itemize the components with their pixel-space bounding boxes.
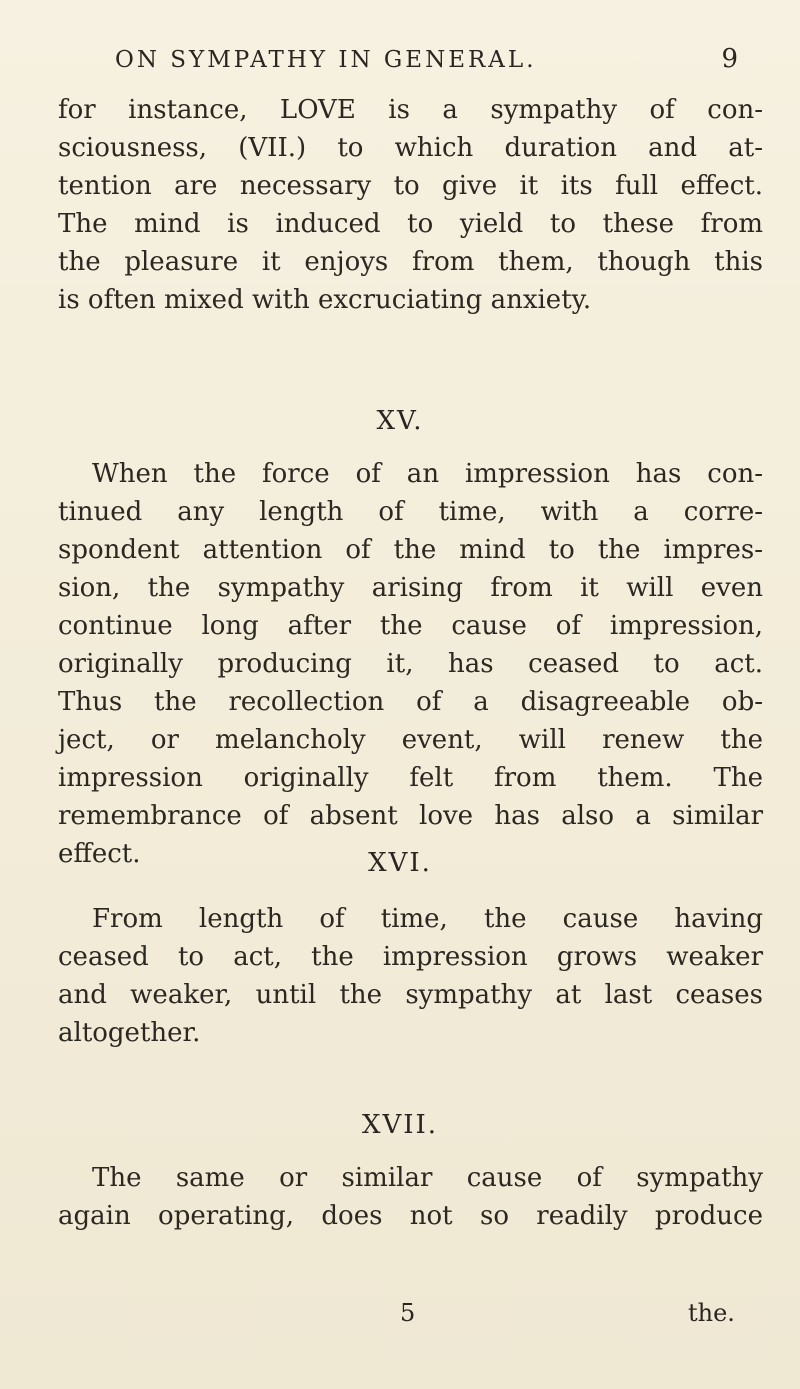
text-line: From length of time, the cause having [92,904,763,934]
text-line: The mind is induced to yield to these from [58,209,763,239]
text-line: effect. [58,839,141,869]
text-line: ject, or melancholy event, will renew the [58,725,763,755]
text-line: originally producing it, has ceased to act. [58,649,763,679]
section-numeral-xvii: XVII. [361,1110,439,1140]
text-line: continue long after the cause of impression, [58,611,763,641]
text-line: tention are necessary to give it its full effect. [58,171,763,201]
text-line: and weaker, until the sympathy at last ceases [58,980,763,1010]
running-header [115,44,740,74]
text-line: sion, the sympathy arising from it will even [58,573,763,603]
text-line: the pleasure it enjoys from them, though this [58,247,763,277]
text-line: for instance, LOVE is a sympathy of con- [58,95,763,125]
text-line: When the force of an impression has con- [92,459,763,489]
text-line: altogether. [58,1018,201,1048]
text-line: impression originally felt from them. The [58,763,763,793]
running-title: ON SYMPATHY IN GENERAL. [115,47,537,73]
signature-mark: 5 [400,1299,416,1327]
text-line: is often mixed with excruciating anxiety. [58,285,592,315]
section-numeral-xvi: XVI. [368,848,432,878]
section-xvi-paragraph [58,900,763,1052]
text-line: remembrance of absent love has also a similar [58,801,763,831]
section-xv-paragraph [58,455,763,873]
text-line: again operating, does not so readily produce [58,1201,763,1231]
text-line: spondent attention of the mind to the impres- [58,535,763,565]
catchword: the. [688,1299,735,1327]
paragraph-continuation [58,91,763,319]
page-number: 9 [721,44,740,74]
text-line: sciousness, (VII.) to which duration and at- [58,133,763,163]
text-line: Thus the recollection of a disagreeable ob- [58,687,763,717]
section-xvii-paragraph [58,1159,763,1235]
text-line: tinued any length of time, with a corre- [58,497,763,527]
text-line: The same or similar cause of sympathy [92,1163,763,1193]
section-numeral-xv: XV. [376,406,424,436]
text-line: ceased to act, the impression grows weaker [58,942,763,972]
